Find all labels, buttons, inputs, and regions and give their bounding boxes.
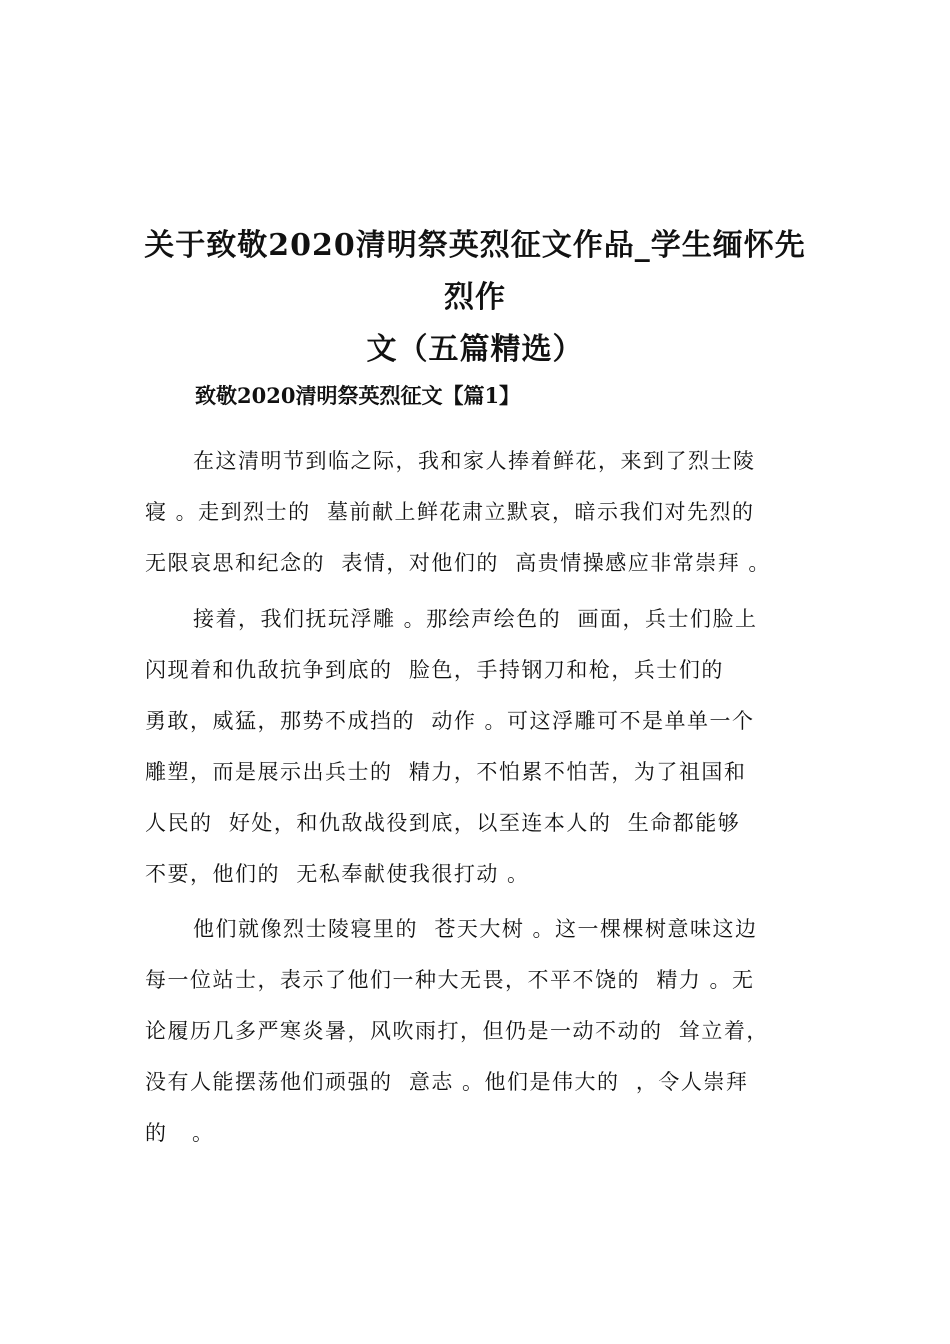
paragraph-line: 每一位站士，表示了他们一种大无畏，不平不饶的 精力 。无 (145, 968, 755, 992)
title-line-2: 文（五篇精选） (366, 332, 584, 368)
paragraph-line: 在这清明节到临之际，我和家人捧着鲜花，来到了烈士陵 (193, 449, 756, 473)
paragraph-line: 寝 。走到烈士的 墓前献上鲜花肃立默哀，暗示我们对先烈的 (145, 500, 755, 524)
title-line-1: 关于致敬2020清明祭英烈征文作品_学生缅怀先烈作 (144, 228, 806, 316)
paragraph-line: 闪现着和仇敌抗争到底的 脸色，手持钢刀和枪，兵士们的 (145, 658, 724, 682)
paragraph-line: 不要，他们的 无私奉献使我很打动 。 (145, 862, 530, 886)
paragraph-line: 无限哀思和纪念的 表情，对他们的 高贵情操感应非常崇拜 。 (145, 551, 771, 575)
paragraph-line: 雕塑，而是展示出兵士的 精力，不怕累不怕苦，为了祖国和 (145, 760, 747, 784)
paragraph-line: 他们就像烈士陵寝里的 苍天大树 。这一棵棵树意味这边 (193, 917, 758, 941)
section-heading: 致敬2020清明祭英烈征文【篇1】 (195, 383, 521, 408)
paragraph-line: 没有人能摆荡他们顽强的 意志 。他们是伟大的 ，令人崇拜 (145, 1070, 749, 1094)
paragraph-1 (145, 436, 815, 589)
paragraph-line: 接着，我们抚玩浮雕 。那绘声绘色的 画面，兵士们脸上 (193, 607, 758, 631)
paragraph-line: 勇敢，威猛，那势不成挡的 动作 。可这浮雕可不是单单一个 (145, 709, 755, 733)
paragraph-line: 人民的 好处，和仇敌战役到底，以至连本人的 生命都能够 (145, 811, 741, 835)
paragraph-2 (145, 594, 815, 900)
paragraph-line: 论履历几多严寒炎暑，风吹雨打，但仍是一动不动的 耸立着， (145, 1019, 769, 1043)
document-title (130, 220, 820, 376)
paragraph-line: 的 。 (145, 1121, 215, 1145)
paragraph-3 (145, 904, 815, 1159)
